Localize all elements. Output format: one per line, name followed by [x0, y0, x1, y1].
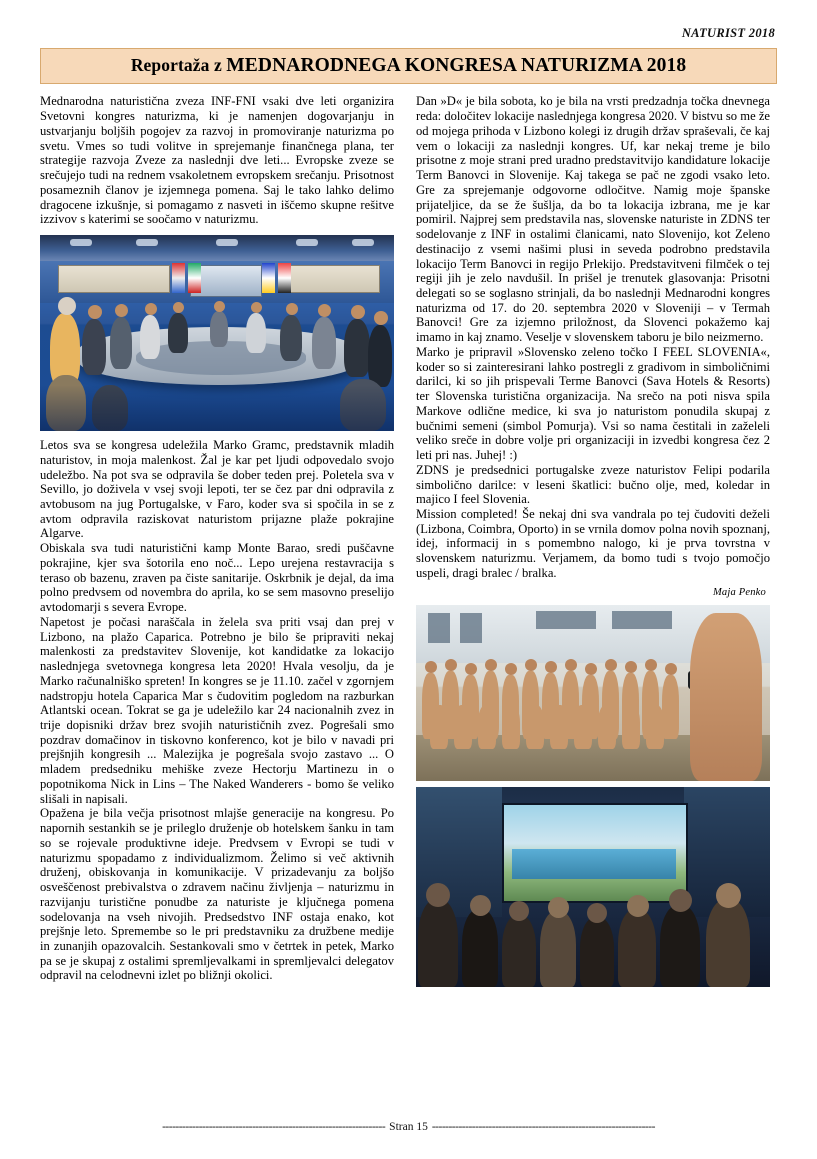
group-photo-outdoors: [416, 605, 770, 781]
flag: [188, 263, 201, 293]
person: [574, 705, 592, 749]
person-head: [545, 661, 557, 673]
footer-dashes-left: -------------------------------------------------------------------: [162, 1121, 386, 1133]
left-column: [40, 94, 394, 986]
photographer: [690, 613, 762, 781]
paragraph: Mednarodna naturistična zveza INF-FNI vsaki dve leti organizira Svetovni kongres naturizma, ki je namenjen dogovarjanju in ustvarjanju boljših pogojev za razvoj in promoviranje naturizma po svetu. Vmes so tudi volitve in sprejemanje finančnega plana, ter strategije razvoja Zveze za naslednji dve leti... Evropske zveze se srečujejo tudi na rednem vsakoletnem evropskem srečanju. Prisotnost posameznih članov je izjemnega pomena. Saj le tako lahko delimo dragocene izkušnje, si pomagamo z nasveti in iščemo skupne rešitve izzivov s katerimi se soočamo v naturizmu.: [40, 94, 394, 227]
person: [110, 317, 132, 369]
person: [706, 899, 750, 987]
person-head: [525, 659, 537, 671]
person: [550, 705, 568, 749]
person-head: [669, 889, 692, 912]
person-head: [485, 659, 497, 671]
paragraph: Mission completed! Še nekaj dni sva vandrala po tej čudoviti deželi (Lizbona, Coimbra, Oporto) in se vrnila domov polna novih spoznanj, idej, informacij in s pomembno nalogo, ki je prva tovrstna v slovenskem naturizmu. Verjamem, da bomo tudi s tvojo pomočjo uspeli, dragi bralec / bralka.: [416, 507, 770, 580]
person: [462, 909, 498, 987]
person-head: [58, 297, 76, 315]
person-head: [351, 305, 365, 319]
person: [502, 915, 536, 987]
person: [210, 311, 228, 347]
person-head: [565, 659, 577, 671]
person-head: [445, 659, 457, 671]
ceiling-light: [216, 239, 238, 246]
person-head: [587, 903, 607, 923]
person-head: [145, 303, 157, 315]
person: [454, 705, 472, 749]
person-head: [251, 302, 262, 313]
ceiling-light: [296, 239, 318, 246]
person: [82, 319, 106, 375]
person-head: [318, 304, 331, 317]
window: [460, 613, 482, 643]
person-head: [173, 302, 184, 313]
right-column: [416, 94, 770, 986]
audience-presentation-photo: [416, 787, 770, 987]
projection-screen: [502, 803, 688, 903]
banner: [58, 265, 170, 293]
banner: [278, 265, 380, 293]
window: [612, 611, 672, 629]
article-columns: [40, 94, 777, 986]
person-head: [605, 659, 617, 671]
person: [526, 705, 544, 749]
person-head: [115, 304, 128, 317]
person: [502, 705, 520, 749]
person: [660, 905, 700, 987]
masthead-label: NATURIST 2018: [681, 26, 775, 40]
window: [428, 613, 450, 643]
paragraph: Obiskala sva tudi naturistični kamp Monte Barao, sredi puščavne pokrajine, kjer sva šotorila eno noč... Lepo urejena restavracija s teraso ob bazenu, zraven pa čiste sanitarije. Oskrbnik je dejal, da ima polno predvsem od novembra do aprila, ko se sem masovno preselijo avtodomarji s severa Evrope.: [40, 541, 394, 615]
paragraph: Letos sva se kongresa udeležila Marko Gramc, predstavnik mladih naturistov, in moja malenkost. Žal je kar pet ljudi odpovedalo svojo udeležbo. Na pot sva se odpravila še dober teden prej. Poletela sva v Sevillo, jo doživela v vsej svoji lepoti, ter se čez par dni odpravila z avtobusom na jug Portugalske, v Faro, koder sva si spočila in se z avtom odpravila raziskovat naturistom prijazne plaže pokrajine Algarve.: [40, 438, 394, 541]
person-head: [425, 661, 437, 673]
author-signature: Maja Penko: [712, 586, 766, 598]
screen-image: [512, 849, 676, 879]
ceiling-light: [70, 239, 92, 246]
person: [618, 909, 656, 987]
person-head: [505, 663, 517, 675]
person: [312, 317, 336, 369]
person: [280, 315, 302, 361]
person: [580, 917, 614, 987]
person-head: [548, 897, 569, 918]
person: [540, 911, 576, 987]
page-title-lead: Reportaža z: [130, 55, 227, 75]
person-head: [627, 895, 649, 917]
person: [168, 313, 188, 353]
flag: [278, 263, 291, 293]
floor-shadow: [40, 385, 394, 431]
person-head: [286, 303, 298, 315]
page-title: [45, 55, 772, 76]
person: [646, 705, 664, 749]
page-title-main: MEDNARODNEGA KONGRESA NATURIZMA 2018: [226, 55, 687, 76]
footer-dashes-right: -------------------------------------------------------------------: [431, 1121, 655, 1133]
paragraph: Dan »D« je bila sobota, ko je bila na vrsti predzadnja točka dnevnega reda: določitev lokacije naslednjega kongresa 2020. V bistvu so me že od mojega prihoda v Lizbono kolegi iz drugih držav spraševali, če kaj vem o lokaciji za naslednji kongres. Uf, kar nekaj treme je bilo prisotne z moje strani pred uradno predstavitvijo kandidature lokacije Term Banovci in Slovenije. Kaj takega se pač ne zgodi vsako leto. Gre za sprejemanje odgovorne odločitve. Namig moje španske prijateljice, da se že šušlja, da bo ta lokacija izbrana, me je kar pomiril. Najprej sem predstavila nas, slovenske naturiste in ZDNS ter sodelovanje z INF in ostalimi članicami, nato Slovenijo, kot Zeleno destinacijo z vsemi našimi plusi in seveda podrobno predstavila lokacijo Term Banovci in regijo Prlekijo. Predstavitveni filmček o tej regiji jih je zelo navdušil. In prišel je trenutek glasovanja: Prisotni delegati so se soglasno strinjali, da bo naslednji Mednarodni kongres naturizma od 17. do 20. septembra 2020 v Sloveniji – v Termah Banovci! Gre za izjemno priložnost, da Slovenci pokažemo kaj imamo in kaj znamo. Veselje v slovenskem taboru je bilo neizmerno.: [416, 94, 770, 345]
person-head: [470, 895, 491, 916]
person-head: [465, 663, 477, 675]
paragraph: ZDNS je predsednici portugalske zveze naturistov Felipi podarila simbolično darilce: v leseni škatlici: bučno olje, med, koledar in majico I feel Slovenia.: [416, 462, 770, 507]
person: [344, 319, 370, 377]
person: [622, 705, 640, 749]
paragraph: Marko je pripravil »Slovensko zeleno točko I FEEL SLOVENIA«, koder so si zainteresirani lahko postregli z gradivom in simboličnimi darilci, ki so jih prispevali Terme Banovci (Sava Hotels & Resorts) ter Slovenska turistična organizacija. Na srečo na poti nisva spila Markove odlične medice, ki sva jo naturistom ponudila skupaj z bučnimi semeni (simbol Pomurja). Vsi so nama čestitali in zaželeli veliko sreče in dobre volje pri organizaciji in izvedbi kongresa čez 2 leti pri nas. Juhej! :): [416, 344, 770, 463]
person: [662, 675, 679, 739]
person-head: [625, 661, 637, 673]
person-head: [509, 901, 529, 921]
person: [246, 313, 266, 353]
page-number: Stran 15: [389, 1121, 428, 1133]
ceiling-light: [136, 239, 158, 246]
conference-hall-photo: [40, 235, 394, 431]
ceiling-light: [352, 239, 374, 246]
article-title-banner: [40, 48, 777, 84]
person-head: [585, 663, 597, 675]
window: [536, 611, 596, 629]
flag: [262, 263, 275, 293]
paragraph: Opažena je bila večja prisotnost mlajše generacije na kongresu. Po napornih sestankih se je prileglo druženje ob hotelskem šanku in tam so se rojevale produktivne ideje. Predvsem v Evropi se tudi v naturizmu spopadamo z individualizmom. Želimo si več aktivnih druženj, obiskovanja in komunikacije. V prizadevanju za boljšo osveščenost prebivalstva o zdravem načinu življenja – naturizmu in razvijanju turistične ponudbe za naturiste je ključnega pomena sodelovanja na vseh nivojih. Predsedstvo INF ostaja enako, kot prejšnje leto. Spremembe so le pri predstavniku za družbene medije in zunanjih opazovalcih. Sestankovali smo v četrtek in petek, Marko pa se je skupaj z ostalimi spremljevalkami in spremljevalci delegatov odpravil na celodnevni izlet po bližnji okolici.: [40, 806, 394, 983]
person: [430, 705, 448, 749]
person-head: [665, 663, 677, 675]
flag: [172, 263, 185, 293]
person-head: [88, 305, 102, 319]
person-head: [645, 659, 657, 671]
person: [140, 315, 160, 359]
person: [598, 705, 616, 749]
person-head: [716, 883, 741, 908]
person-head: [426, 883, 450, 907]
page-footer: [40, 1121, 777, 1133]
person-head: [214, 301, 225, 312]
person: [478, 705, 496, 749]
person-head: [374, 311, 388, 325]
paragraph: Napetost je počasi naraščala in želela sva priti vsaj dan prej v Lizbono, na plažo Caparica. Potrebno je bilo še pripraviti nekaj malenkosti za predstavitev Slovenije, kot kandidatke za lokacijo naslednjega svetovnega kongresa leta 2020! Hvala vesolju, da je Marko računalniško spreten! In kongres se je 11.10. začel v zgornjem nadstropju hotela Caparica Mar s čudovitim pogledom na razburkan Atlantski ocean. Tokrat se ga je udeležilo kar 24 nacionalnih zvez in trije dopisniki držav brez svojih naturističnih zvez. Pogrešali smo pozdrav domačinov in tiskovno konferenco, kot je bilo v navadi pri prejšnjih kongresih ... Malezijka je pogrešala svojo zastavo ... O mladem predsedniku mehiške zveze Hectorju Martinezu in o popotnikoma Nick in Lins – The Naked Wanderers - bomo še veliko slišali in napisali.: [40, 614, 394, 806]
person: [418, 899, 458, 987]
person: [368, 325, 392, 387]
